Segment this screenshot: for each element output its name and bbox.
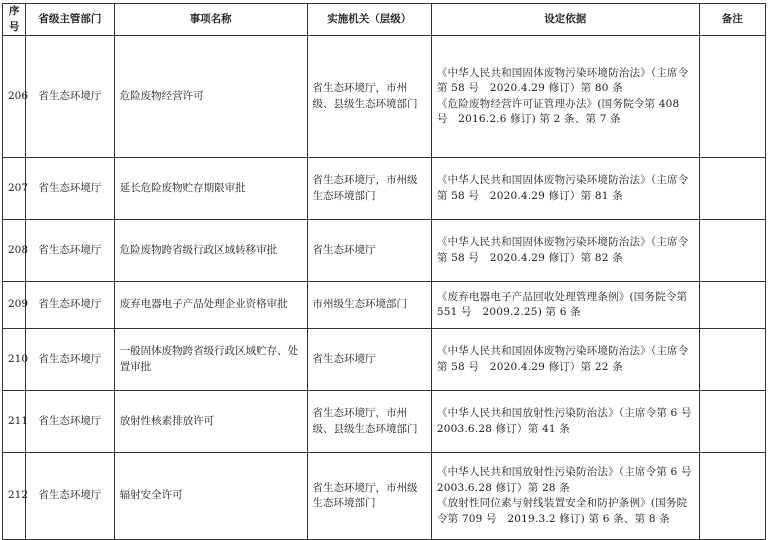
cell-agency: 市州级生态环境部门 xyxy=(307,282,431,329)
cell-department: 省生态环境厅 xyxy=(26,391,115,453)
cell-remarks xyxy=(699,282,765,329)
header-row xyxy=(3,4,766,36)
header-index: 序号 xyxy=(3,4,26,36)
table-row xyxy=(3,282,766,329)
basis-entry: 《废弃电器电子产品回收处理管理条例》(国务院令第 551 号 2009.2.25) 第 6 条 xyxy=(436,290,688,318)
header-basis: 设定依据 xyxy=(431,4,699,36)
cell-agency: 省生态环境厅 xyxy=(307,220,431,282)
cell-basis xyxy=(431,329,699,391)
cell-basis xyxy=(431,220,699,282)
basis-entry: 《中华人民共和国固体废物污染环境防治法》（主席令第 58 号 2020.4.29 修订）第 81 条 xyxy=(436,174,689,202)
cell-department: 省生态环境厅 xyxy=(26,282,115,329)
cell-index: 212 xyxy=(3,453,26,540)
cell-remarks xyxy=(699,36,765,158)
cell-item-name: 延长危险废物贮存期限审批 xyxy=(114,158,307,220)
table-row xyxy=(3,453,766,540)
header-department: 省级主管部门 xyxy=(26,4,115,36)
basis-entry: 《中华人民共和国固体废物污染环境防治法》（主席令第 58 号 2020.4.29 修订）第 80 条 xyxy=(436,66,689,94)
cell-department: 省生态环境厅 xyxy=(26,453,115,540)
cell-item-name: 危险废物经营许可 xyxy=(114,36,307,158)
cell-item-name: 废弃电器电子产品处理企业资格审批 xyxy=(114,282,307,329)
cell-item-name: 放射性核素排放许可 xyxy=(114,391,307,453)
cell-index: 208 xyxy=(3,220,26,282)
cell-basis xyxy=(431,453,703,540)
cell-department: 省生态环境厅 xyxy=(26,158,115,220)
cell-remarks xyxy=(699,329,765,391)
basis-entry: 《中华人民共和国放射性污染防治法》（主席令第 6 号 2003.6.28 修订）第 41 条 xyxy=(436,407,703,435)
cell-item-name: 辐射安全许可 xyxy=(114,453,307,540)
cell-remarks xyxy=(699,453,765,540)
table-row xyxy=(3,36,766,158)
cell-index: 209 xyxy=(3,282,26,329)
header-item-name: 事项名称 xyxy=(114,4,307,36)
basis-entry: 《放射性同位素与射线装置安全和防护条例》(国务院令第 709 号 2019.3.2 修订) 第 6 条、第 8 条 xyxy=(436,497,688,525)
cell-agency: 省生态环境厅 xyxy=(307,329,431,391)
header-remarks: 备注 xyxy=(699,4,765,36)
cell-department: 省生态环境厅 xyxy=(26,36,115,158)
cell-index: 210 xyxy=(3,329,26,391)
cell-item-name: 危险废物跨省级行政区域转移审批 xyxy=(114,220,307,282)
cell-remarks xyxy=(699,220,765,282)
basis-entry: 《中华人民共和国放射性污染防治法》（主席令第 6 号 2003.6.28 修订）第 28 条 xyxy=(436,466,703,494)
cell-index: 206 xyxy=(3,36,26,158)
basis-entry: 《中华人民共和国固体废物污染环境防治法》（主席令第 58 号 2020.4.29 修订）第 22 条 xyxy=(436,345,689,373)
cell-agency: 省生态环境厅，市州级生态环境部门 xyxy=(307,158,431,220)
cell-index: 211 xyxy=(3,391,26,453)
cell-item-name: 一般固体废物跨省级行政区域贮存、处置审批 xyxy=(114,329,307,391)
cell-agency: 省生态环境厅，市州级、县级生态环境部门 xyxy=(307,36,431,158)
cell-basis xyxy=(431,391,703,453)
permit-table xyxy=(2,3,766,540)
basis-entry: 《危险废物经营许可证管理办法》(国务院令第 408 号 2016.2.6 修订) 第 2 条、第 7 条 xyxy=(436,97,680,125)
cell-basis xyxy=(431,158,699,220)
cell-remarks xyxy=(699,391,765,453)
cell-department: 省生态环境厅 xyxy=(26,220,115,282)
cell-index: 207 xyxy=(3,158,26,220)
cell-agency: 省生态环境厅，市州级生态环境部门 xyxy=(307,453,431,540)
header-agency: 实施机关（层级） xyxy=(307,4,431,36)
table-row xyxy=(3,329,766,391)
table-row xyxy=(3,391,766,453)
table-row xyxy=(3,220,766,282)
cell-remarks xyxy=(699,158,765,220)
cell-agency: 省生态环境厅，市州级、县级生态环境部门 xyxy=(307,391,431,453)
cell-basis xyxy=(431,36,699,158)
table-row xyxy=(3,158,766,220)
basis-entry: 《中华人民共和国固体废物污染环境防治法》（主席令第 58 号 2020.4.29 修订）第 82 条 xyxy=(436,236,689,264)
cell-department: 省生态环境厅 xyxy=(26,329,115,391)
cell-basis xyxy=(431,282,699,329)
